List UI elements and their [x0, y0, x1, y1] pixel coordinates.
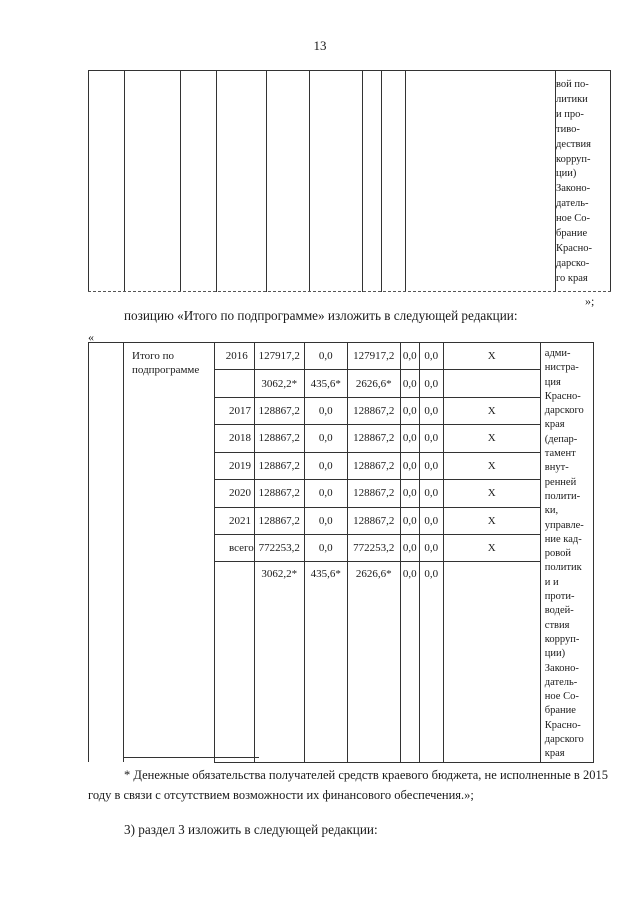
value-cell: 128867,2	[347, 507, 400, 534]
year-cell	[215, 370, 255, 397]
value-cell: 0,0	[400, 452, 419, 479]
cell-line: ровой	[544, 548, 572, 560]
value-cell: 0,0	[400, 480, 419, 507]
table-column-divider	[309, 71, 310, 292]
cell-line: брание	[544, 705, 576, 717]
value-cell: 128867,2	[347, 452, 400, 479]
cell-line: полити-	[544, 490, 581, 502]
table-row	[89, 343, 594, 370]
value-cell: 0,0	[419, 425, 443, 452]
mark-cell: Х	[443, 480, 540, 507]
label-cell: Итого по подпрограмме	[124, 343, 215, 763]
cell-line: водей-	[544, 605, 574, 617]
section-paragraph: 3) раздел 3 изложить в следующей редакции:	[124, 822, 378, 837]
value-cell: 128867,2	[347, 480, 400, 507]
total-cell: 127917,2	[254, 343, 304, 370]
table-column-divider	[405, 71, 406, 292]
value-cell: 0,0	[400, 370, 419, 397]
cell-line: ное Со-	[544, 691, 579, 703]
year-cell: 2018	[215, 425, 255, 452]
cell-line: (депар-	[544, 433, 578, 445]
cell-line: политик	[544, 562, 582, 574]
mark-cell: Х	[443, 507, 540, 534]
cell-line: проти-	[544, 591, 575, 603]
mark-cell: Х	[443, 425, 540, 452]
value-cell: 0,0	[304, 343, 347, 370]
total-cell: 3062,2*	[254, 370, 304, 397]
value-cell: 0,0	[400, 562, 419, 762]
year-cell: всего	[215, 534, 255, 561]
cell-line: датель-	[544, 676, 578, 688]
cell-line: корруп-	[556, 153, 591, 165]
cell-line: литики	[556, 93, 588, 105]
cell-line: вой по-	[556, 79, 589, 90]
value-cell: 0,0	[304, 534, 347, 561]
year-cell	[215, 562, 255, 762]
year-cell: 2016	[215, 343, 255, 370]
total-cell: 128867,2	[254, 397, 304, 424]
cell-line: Законо-	[556, 183, 591, 195]
cell-line: тамент	[544, 448, 576, 460]
cell-line: ции)	[556, 168, 577, 180]
cell-line: Красно-	[544, 719, 581, 731]
value-cell: 772253,2	[347, 534, 400, 561]
total-cell: 3062,2*	[254, 562, 304, 762]
value-cell: 0,0	[419, 534, 443, 561]
continued-table	[88, 70, 611, 292]
footnote	[88, 766, 608, 805]
cell-line: дествия	[556, 138, 591, 150]
value-cell: 2626,6*	[347, 370, 400, 397]
number-cell	[89, 343, 124, 763]
cell-line: края	[544, 748, 565, 760]
value-cell: 128867,2	[347, 397, 400, 424]
cell-line: внут-	[544, 462, 569, 474]
value-cell: 0,0	[304, 397, 347, 424]
cell-line: Красно-	[556, 242, 592, 254]
total-cell: 128867,2	[254, 507, 304, 534]
year-cell: 2021	[215, 507, 255, 534]
cell-line: края	[544, 419, 565, 431]
cell-line: дарско-	[556, 257, 590, 269]
value-cell: 2626,6*	[347, 562, 400, 762]
cell-line: ки,	[544, 505, 559, 517]
mark-cell	[443, 562, 540, 762]
value-cell: 0,0	[304, 452, 347, 479]
value-cell: 0,0	[419, 507, 443, 534]
cell-line: Красно-	[544, 390, 581, 402]
cell-line: адми-	[544, 348, 571, 359]
value-cell: 0,0	[419, 343, 443, 370]
value-cell: 0,0	[419, 562, 443, 762]
mark-cell: Х	[443, 343, 540, 370]
table-column-divider	[266, 71, 267, 292]
responsible-cell	[540, 343, 593, 763]
mark-cell: Х	[443, 397, 540, 424]
table-column-divider	[362, 71, 363, 292]
cell-line: и и	[544, 576, 559, 588]
value-cell: 0,0	[400, 507, 419, 534]
mark-cell: Х	[443, 534, 540, 561]
total-cell: 128867,2	[254, 452, 304, 479]
value-cell: 0,0	[419, 452, 443, 479]
mark-cell: Х	[443, 452, 540, 479]
cell-line: тиво-	[556, 123, 580, 135]
value-cell: 0,0	[419, 480, 443, 507]
cell-line: управле-	[544, 519, 584, 531]
closing-quote: »;	[585, 294, 595, 308]
cell-line: ция	[544, 376, 561, 388]
value-cell: 0,0	[419, 397, 443, 424]
cell-line: дарского	[544, 405, 584, 417]
table-column-divider	[216, 71, 217, 292]
cell-line: ции)	[544, 648, 566, 660]
value-cell: 0,0	[304, 507, 347, 534]
subprogram-total-table	[88, 342, 594, 763]
value-cell: 435,6*	[304, 562, 347, 762]
page-number: 13	[313, 38, 327, 53]
cell-line: го края	[556, 272, 588, 284]
cell-line: дарского	[544, 734, 584, 746]
cell-line: датель-	[556, 198, 589, 210]
year-cell: 2020	[215, 480, 255, 507]
cell-line: ствия	[544, 619, 570, 631]
continued-responsible-cell	[556, 78, 608, 287]
total-cell: 772253,2	[254, 534, 304, 561]
cell-line: нистра-	[544, 362, 579, 374]
cell-line: корруп-	[544, 633, 580, 645]
value-cell: 435,6*	[304, 370, 347, 397]
cell-line: Законо-	[544, 662, 579, 674]
year-cell: 2017	[215, 397, 255, 424]
value-cell: 0,0	[400, 397, 419, 424]
cell-line: ное Со-	[556, 213, 591, 225]
intro-paragraph: позицию «Итого по подпрограмме» изложить в следующей редакции:	[124, 308, 518, 323]
value-cell: 127917,2	[347, 343, 400, 370]
value-cell: 0,0	[400, 343, 419, 370]
value-cell: 0,0	[400, 425, 419, 452]
cell-line: и про-	[556, 108, 584, 120]
table-column-divider	[180, 71, 181, 292]
table-column-divider	[381, 71, 382, 292]
value-cell: 0,0	[400, 534, 419, 561]
mark-cell	[443, 370, 540, 397]
total-cell: 128867,2	[254, 425, 304, 452]
total-cell: 128867,2	[254, 480, 304, 507]
cell-line: ренней	[544, 476, 577, 488]
value-cell: 0,0	[304, 425, 347, 452]
table-column-divider	[124, 71, 125, 292]
cell-line: брание	[556, 228, 588, 240]
table-dashed-bottom	[88, 291, 611, 292]
year-cell: 2019	[215, 452, 255, 479]
opening-quote: «	[88, 330, 94, 344]
value-cell: 128867,2	[347, 425, 400, 452]
footnote-text: * Денежные обязательства получателей средств краевого бюджета, не исполненные в 2015 году в связи с отсутствием возможности их финансового обеспечения.»;	[88, 768, 608, 802]
cell-line: ние кад-	[544, 533, 582, 545]
value-cell: 0,0	[304, 480, 347, 507]
value-cell: 0,0	[419, 370, 443, 397]
footnote-rule	[124, 757, 259, 758]
